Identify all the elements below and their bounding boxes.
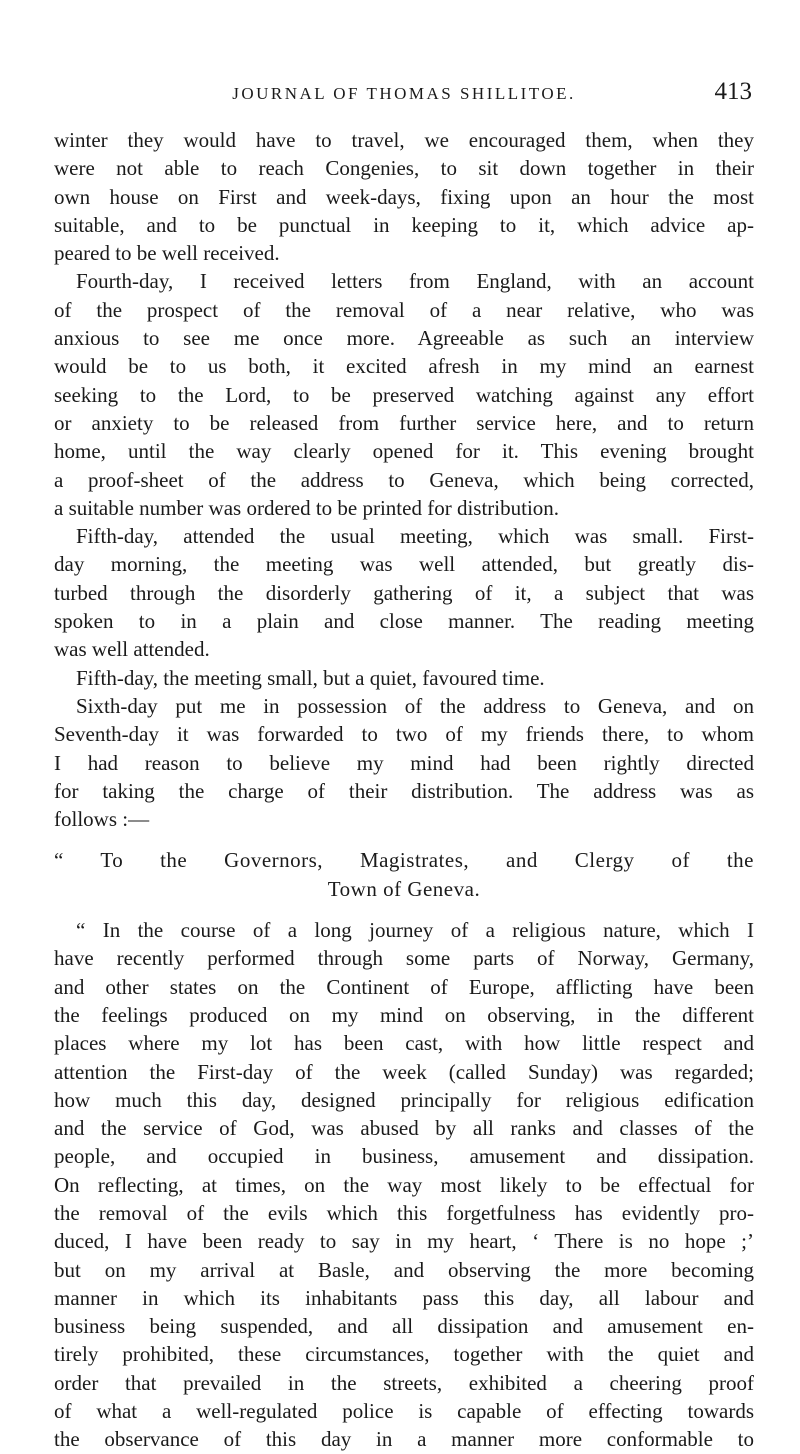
text-line: of what a well-regulated police is capable of effecting towards: [54, 1399, 754, 1424]
text-line: anxious to see me once more. Agreeable as such an interview: [54, 326, 754, 351]
text-line: and the service of God, was abused by all ranks and classes of the: [54, 1116, 754, 1141]
text-line: the removal of the evils which this forgetfulness has evidently pro-: [54, 1200, 754, 1225]
text-line: own house on First and week-days, fixing upon an hour the most: [54, 184, 754, 209]
text-line: I had reason to believe my mind had been rightly directed: [54, 750, 754, 775]
text-line: how much this day, designed principally for religious edification: [54, 1087, 754, 1112]
text-line: tirely prohibited, these circumstances, together with the quiet and: [54, 1342, 754, 1367]
text-line: for taking the charge of their distribution. The address was as: [54, 778, 754, 803]
page-body: [54, 126, 754, 1454]
text-line: seeking to the Lord, to be preserved watching against any effort: [54, 382, 754, 407]
text-line: people, and occupied in business, amusement and dissipation.: [54, 1144, 754, 1169]
spacer: [54, 833, 754, 846]
text-line: Seventh-day it was forwarded to two of my friends there, to whom: [54, 722, 754, 747]
text-line: a suitable number was ordered to be printed for distribution.: [54, 495, 560, 520]
text-line: but on my arrival at Basle, and observing the more becoming: [54, 1257, 754, 1282]
text-line: duced, I have been ready to say in my heart, ‘ There is no hope ;’: [54, 1229, 754, 1254]
text-line: turbed through the disorderly gathering of it, a subject that was: [54, 580, 754, 605]
text-line: business being suspended, and all dissipation and amusement en-: [54, 1314, 754, 1339]
text-line: home, until the way clearly opened for it. This evening brought: [54, 439, 754, 464]
text-line: places where my lot has been cast, with how little respect and: [54, 1031, 754, 1056]
text-line: “ In the course of a long journey of a religious nature, which I: [76, 918, 754, 943]
text-line: On reflecting, at times, on the way most likely to be effectual for: [54, 1172, 754, 1197]
text-line: Fifth-day, attended the usual meeting, which was small. First-: [76, 524, 754, 549]
salutation-line: “ To the Governors, Magistrates, and Clergy of the: [54, 848, 754, 873]
text-line: Fifth-day, the meeting small, but a quiet, favoured time.: [76, 665, 545, 690]
text-line: Fourth-day, I received letters from England, with an account: [76, 269, 754, 294]
page-number: 413: [714, 78, 752, 105]
text-line: and other states on the Continent of Europe, afflicting have been: [54, 974, 754, 999]
paragraph: [54, 664, 754, 692]
text-line: order that prevailed in the streets, exhibited a cheering proof: [54, 1370, 754, 1395]
text-line: follows :—: [54, 807, 150, 832]
salutation-line: Town of Geneva.: [327, 876, 481, 901]
salutation: [54, 846, 754, 903]
text-line: would be to us both, it excited afresh in my mind an earnest: [54, 354, 754, 379]
text-line: the feelings produced on my mind on observing, in the different: [54, 1002, 754, 1027]
text-line: peared to be well received.: [54, 241, 280, 266]
text-line: suitable, and to be punctual in keeping to it, which advice ap-: [54, 212, 754, 237]
paragraph: [54, 692, 754, 833]
paragraph: [54, 267, 754, 522]
text-line: was well attended.: [54, 637, 210, 662]
spacer: [54, 903, 754, 916]
text-line: were not able to reach Congenies, to sit down together in their: [54, 156, 754, 181]
letter-body: [54, 916, 754, 1454]
paragraph: [54, 522, 754, 663]
text-line: manner in which its inhabitants pass this day, all labour and: [54, 1285, 754, 1310]
paragraph: [54, 126, 754, 267]
text-line: have recently performed through some parts of Norway, Germany,: [54, 946, 754, 971]
text-line: winter they would have to travel, we encouraged them, when they: [54, 128, 754, 152]
running-head: JOURNAL OF THOMAS SHILLITOE.: [232, 84, 576, 103]
text-line: a proof-sheet of the address to Geneva, which being corrected,: [54, 467, 754, 492]
text-line: day morning, the meeting was well attended, but greatly dis-: [54, 552, 754, 577]
text-line: spoken to in a plain and close manner. The reading meeting: [54, 609, 754, 634]
text-line: Sixth-day put me in possession of the address to Geneva, and on: [76, 693, 754, 718]
text-line: of the prospect of the removal of a near relative, who was: [54, 297, 754, 322]
text-line: the observance of this day in a manner more conformable to: [54, 1427, 754, 1452]
text-line: or anxiety to be released from further service here, and to return: [54, 410, 754, 435]
page-header: [54, 76, 754, 116]
text-line: attention the First-day of the week (called Sunday) was regarded;: [54, 1059, 754, 1084]
